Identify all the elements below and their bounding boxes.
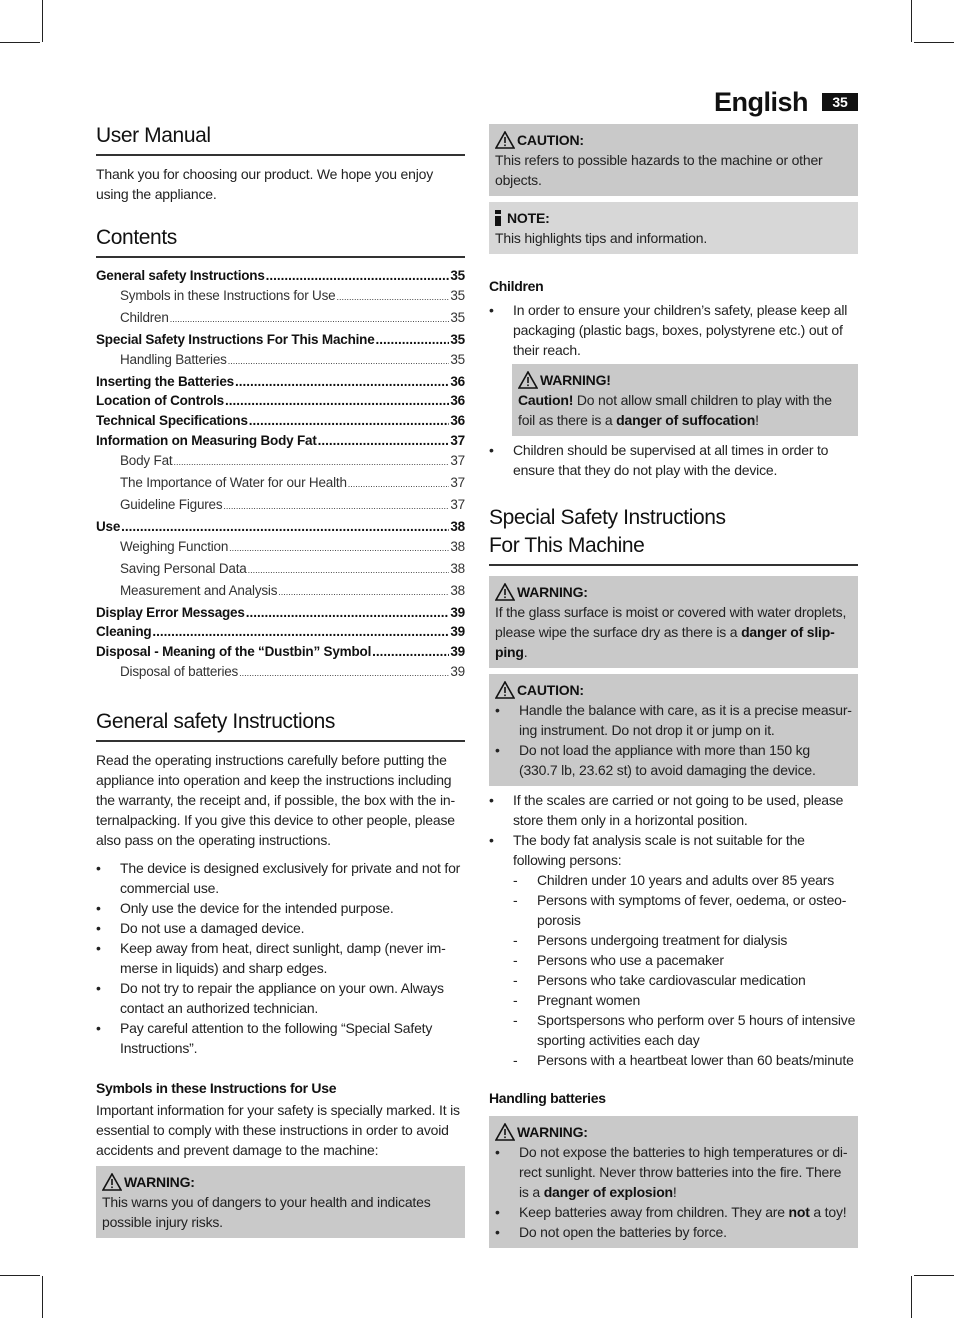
caution-box [489,124,858,196]
toc-leader-dots [228,352,450,372]
toc-entry [96,308,465,330]
toc-leader-dots [278,583,449,603]
toc-entry [96,495,465,517]
toc-entry-title: Information on Measuring Body Fat [96,433,317,449]
list-item: • Do not load the appliance with more than 150 kg (330.7 lb, 23.62 st) to avoid damaging the device. [495,740,852,780]
toc-entry-page: 39 [450,624,465,640]
list-item: • In order to ensure your children’s safety, please keep all packaging (plastic bags, boxes, polystyrene etc.) out of their reach. [489,300,858,360]
list-item: • Pay careful attention to the following “Special Safety Instructions”. [96,1018,465,1058]
toc-leader-dots [239,664,449,684]
warning-title [495,1122,852,1142]
toc-entry [96,622,465,642]
toc-leader-dots [170,310,450,330]
toc-entry-page: 36 [450,413,465,429]
warning-icon [102,1173,122,1191]
batteries-heading: Handling batteries [489,1090,606,1106]
toc-entry [96,372,465,392]
list-item-end: ! [672,1184,677,1200]
warning-emphasis: danger of suffocation [616,412,756,428]
heading-line: Special Safety Instructions [489,506,726,529]
left-column [96,120,465,1238]
warning-text-part: Do not allow small children to play with the foil as there is a [518,392,832,428]
toc-entry-page: 36 [450,373,465,389]
contents-heading: Contents [96,222,465,258]
warning-icon [495,583,515,601]
warning-text-part: If the glass surface is moist or covered with water droplets, please wipe the surface dry as there is a [495,604,847,640]
list-item: • The device is designed exclusively for private and not for commercial use. [96,858,465,898]
toc-leader-dots [266,266,450,286]
warning-title [495,582,852,602]
list-item: • Do not use a damaged device. [96,918,465,938]
list-item: • Handle the balance with care, as it is a precise measur-ing instrument. Do not drop it or jump on it. [495,700,852,740]
warning-text-end: . [523,644,528,660]
warning-label: WARNING! [540,372,611,388]
toc-entry-page: 39 [450,664,465,680]
caution-title [495,130,852,150]
toc-leader-dots [229,539,449,559]
caution-label: CAUTION: [517,682,584,698]
list-item [489,830,858,1070]
toc-entry-page: 38 [450,538,465,554]
toc-entry [96,537,465,559]
right-column [489,124,858,1248]
toc-entry-title: The Importance of Water for our Health [120,475,347,491]
toc-entry [96,266,465,286]
toc-entry-title: Symbols in these Instructions for Use [120,287,336,303]
general-safety-intro: Read the operating instructions carefully before putting the appliance into operation and keep the instructions including the warranty, the receipt and, if possible, the box with the in-ternalpacking. If you give this device to other people, please also pass on the operating instructions. [96,752,455,849]
warning-icon [495,1123,515,1141]
warning-icon [495,131,515,149]
toc-leader-dots [152,622,449,642]
toc-entry-title: General safety Instructions [96,268,265,283]
list-item: - Children under 10 years and adults over 85 years [513,870,858,890]
warning-icon [495,681,515,699]
general-safety-list [96,858,465,1058]
children-warning-text [518,390,852,430]
toc-entry-title: Special Safety Instructions For This Machine [96,331,375,347]
toc-entry-title: Technical Specifications [96,413,248,429]
scale-list [489,790,858,1070]
crop-mark [42,1276,43,1318]
general-safety-heading: General safety Instructions [96,706,465,742]
toc-entry [96,411,465,431]
toc-entry-title: Display Error Messages [96,604,245,620]
crop-mark [42,0,43,42]
warning-text-end: ! [755,412,759,428]
crop-mark [0,42,40,43]
list-item: - Sportspersons who perform over 5 hours of intensive sporting activities each day [513,1010,858,1050]
warning-label: WARNING: [517,1124,588,1140]
toc-entry-page: 36 [450,393,465,409]
user-manual-heading: User Manual [96,120,465,156]
toc-entry-page: 39 [450,604,465,620]
toc-entry-title: Body Fat [120,453,173,469]
toc-entry-title: Cleaning [96,624,152,640]
toc-entry-title: Use [96,518,121,534]
children-list-2 [489,440,858,480]
toc-entry [96,559,465,581]
toc-entry-title: Disposal - Meaning of the “Dustbin” Symbol [96,644,372,660]
toc-entry [96,581,465,603]
special-warning-box [489,576,858,668]
batteries-warning-box [489,1116,858,1248]
list-item: - Persons who take cardiovascular medication [513,970,858,990]
special-warning-text [495,602,852,662]
toc-entry-title: Location of Controls [96,393,224,409]
toc-entry-title: Inserting the Batteries [96,373,234,389]
toc-entry [96,451,465,473]
children-warning-box [512,364,858,436]
toc-entry [96,286,465,308]
toc-entry-title: Saving Personal Data [120,560,247,576]
toc-leader-dots [246,603,450,623]
warning-label: WARNING: [517,584,588,600]
toc-entry-page: 35 [450,309,465,325]
list-item: - Pregnant women [513,990,858,1010]
toc-leader-dots [249,411,450,431]
children-heading: Children [489,278,544,294]
toc-leader-dots [225,391,449,411]
list-item: • Do not try to repair the appliance on your own. Always contact an authorized technician. [96,978,465,1018]
list-item: • Keep away from heat, direct sunlight, damp (never im-merse in liquids) and sharp edges. [96,938,465,978]
caution-text: This refers to possible hazards to the machine or other objects. [495,152,823,188]
toc-entry-page: 37 [450,496,465,512]
list-item [495,1142,852,1202]
toc-entry [96,603,465,623]
crop-mark [914,1275,954,1276]
note-box [489,202,858,254]
page-number: 35 [822,93,858,111]
list-item [495,1202,852,1222]
list-item-text: Keep batteries away from children. They are [519,1204,789,1220]
warning-title [102,1172,459,1192]
warning-icon [518,371,538,389]
list-item: - Persons with a heartbeat lower than 60 beats/minute [513,1050,858,1070]
toc-entry-page: 37 [450,453,465,469]
toc-leader-dots [248,561,450,581]
note-text: This highlights tips and information. [495,230,708,246]
symbols-text: Important information for your safety is specially marked. It is essential to comply with these instructions in order to avoid accidents and prevent damage to the machine: [96,1102,460,1159]
toc-entry-page: 35 [450,287,465,303]
list-item-text: Do not expose the batteries to high temperatures or di-rect sunlight. Never throw batteries into the fire. There is a [519,1144,848,1200]
warning-emphasis: danger of explosion [543,1184,673,1200]
toc-entry [96,662,465,684]
note-title [495,208,852,228]
language-label: English [713,87,808,117]
list-item: • Only use the device for the intended purpose. [96,898,465,918]
list-item: - Persons who use a pacemaker [513,950,858,970]
note-label: NOTE: [507,210,550,226]
batteries-list [495,1142,852,1242]
table-of-contents [96,266,465,684]
toc-leader-dots [235,372,449,392]
caution-lead: Caution! [518,392,574,408]
warning-title [518,370,852,390]
info-icon [495,210,501,226]
toc-entry-title: Measurement and Analysis [120,582,278,598]
caution-list [495,700,852,780]
toc-leader-dots [318,431,450,451]
list-item: - Persons undergoing treatment for dialysis [513,930,858,950]
crop-mark [0,1275,40,1276]
crop-mark [911,0,912,42]
toc-entry-title: Guideline Figures [120,496,223,512]
warning-label: WARNING: [124,1174,195,1191]
crop-mark [914,42,954,43]
toc-entry [96,391,465,411]
toc-entry-title: Handling Batteries [120,351,227,367]
list-item: - Persons with symptoms of fever, oedema, or osteo-porosis [513,890,858,930]
toc-leader-dots [223,497,449,517]
toc-entry [96,473,465,495]
toc-entry-title: Children [120,309,169,325]
toc-leader-dots [376,330,450,350]
toc-leader-dots [372,642,449,662]
toc-entry-page: 35 [450,331,465,347]
toc-entry-page: 38 [450,582,465,598]
toc-leader-dots [348,475,450,495]
persons-list [513,870,858,1070]
toc-entry [96,330,465,350]
heading-line: For This Machine [489,534,645,557]
crop-mark [911,1276,912,1318]
toc-entry-page: 38 [450,560,465,576]
toc-entry [96,642,465,662]
toc-entry-page: 37 [450,433,465,449]
list-item: • Children should be supervised at all times in order to ensure that they do not play with the device. [489,440,858,480]
toc-entry-page: 35 [450,351,465,367]
caution-title [495,680,852,700]
caution-label: CAUTION: [517,132,584,148]
toc-entry-page: 35 [450,268,465,283]
toc-entry [96,431,465,451]
list-item: • Do not open the batteries by force. [495,1222,852,1242]
toc-entry-page: 38 [450,518,465,534]
toc-leader-dots [336,288,449,308]
warning-text: This warns you of dangers to your health and indicates possible injury risks. [102,1194,431,1231]
toc-leader-dots [173,453,449,473]
symbols-heading: Symbols in these Instructions for Use [96,1080,337,1097]
page-header [714,86,858,118]
toc-entry-title: Disposal of batteries [120,664,239,680]
list-item: • If the scales are carried or not going to be used, please store them only in a horizontal position. [489,790,858,830]
toc-entry-page: 37 [450,475,465,491]
list-item-text: The body fat analysis scale is not suitable for the following persons: [513,832,805,868]
toc-entry-page: 39 [450,644,465,660]
warning-box [96,1166,465,1238]
user-manual-intro: Thank you for choosing our product. We hope you enjoy using the appliance. [96,166,434,202]
warning-emphasis: danger of slip-ping [495,624,835,660]
toc-entry [96,350,465,372]
toc-entry [96,517,465,537]
toc-leader-dots [121,517,449,537]
toc-entry-title: Weighing Function [120,538,229,554]
list-item-end: a toy! [809,1204,847,1220]
warning-emphasis: not [788,1204,810,1220]
children-list [489,300,858,360]
special-safety-heading [489,502,858,566]
special-caution-box [489,674,858,786]
